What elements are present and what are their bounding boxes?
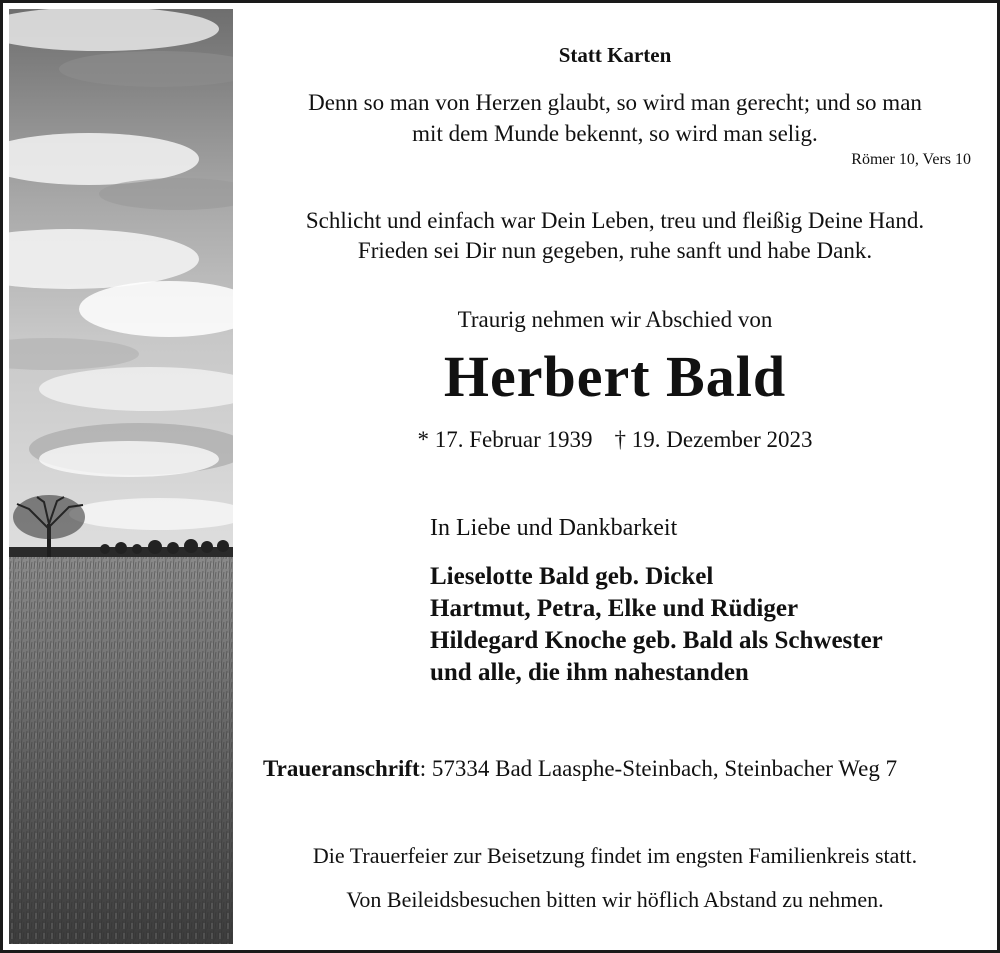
birth-date: * 17. Februar 1939 bbox=[417, 427, 593, 452]
life-dates bbox=[233, 427, 997, 453]
statt-karten-heading: Statt Karten bbox=[558, 43, 672, 67]
poem-line-2: Frieden sei Dir nun gegeben, ruhe sanft und habe Dank. bbox=[357, 238, 873, 263]
deceased-name: Herbert Bald bbox=[443, 344, 787, 409]
bible-verse-line-2: mit dem Munde bekennt, so wird man selig. bbox=[412, 121, 818, 146]
mourner-line: Hartmut, Petra, Elke und Rüdiger bbox=[430, 595, 799, 622]
mourners-list bbox=[430, 561, 883, 689]
funeral-notice: Die Trauerfeier zur Beisetzung findet im engsten Familienkreis statt. bbox=[312, 843, 918, 868]
mourner-line: Hildegard Knoche geb. Bald als Schwester bbox=[430, 627, 883, 654]
farewell-intro: Traurig nehmen wir Abschied von bbox=[457, 307, 773, 332]
poem-line-1: Schlicht und einfach war Dein Leben, treu und fleißig Deine Hand. bbox=[305, 208, 925, 233]
condolence-notice: Von Beileidsbesuchen bitten wir höflich Abstand zu nehmen. bbox=[346, 887, 884, 912]
mourners-intro: In Liebe und Dankbarkeit bbox=[430, 515, 678, 541]
field-landscape-image bbox=[9, 9, 233, 944]
bible-verse-reference: Römer 10, Vers 10 bbox=[851, 151, 971, 168]
obituary-text bbox=[233, 3, 997, 950]
mourning-address-label: Traueranschrift bbox=[263, 756, 420, 781]
mourner-line: und alle, die ihm nahestanden bbox=[430, 659, 749, 686]
bible-verse-line-1: Denn so man von Herzen glaubt, so wird man gerecht; und so man bbox=[308, 90, 922, 115]
mourner-line: Lieselotte Bald geb. Dickel bbox=[430, 563, 714, 590]
mourning-address-value: : 57334 Bad Laasphe-Steinbach, Steinbacher Weg 7 bbox=[419, 756, 898, 781]
death-date: † 19. Dezember 2023 bbox=[614, 427, 813, 452]
mourning-address bbox=[263, 756, 897, 782]
